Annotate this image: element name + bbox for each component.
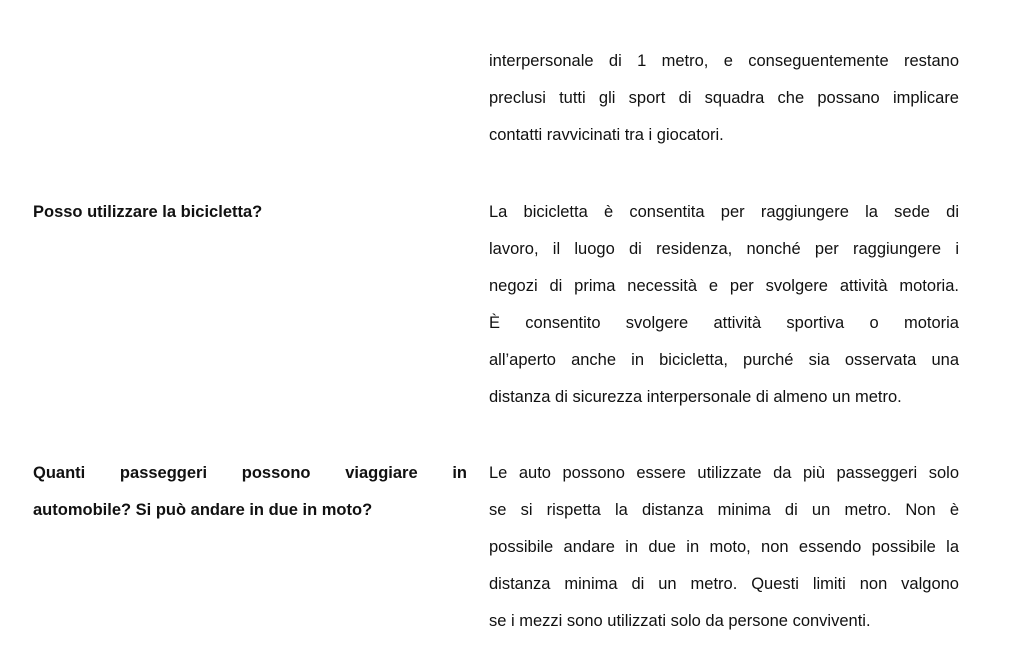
- answer-line: Le auto possono essere utilizzate da più passeggeri solo: [489, 464, 959, 482]
- question-line: automobile? Si può andare in due in moto?: [33, 501, 373, 519]
- faq-question: [33, 455, 467, 529]
- answer-line: se i mezzi sono utilizzati solo da persone conviventi.: [489, 612, 871, 630]
- question-line: Posso utilizzare la bicicletta?: [33, 203, 263, 221]
- answer-line: se si rispetta la distanza minima di un metro. Non è: [489, 501, 959, 519]
- answer-line: lavoro, il luogo di residenza, nonché per raggiungere i: [489, 240, 959, 258]
- faq-answer: [489, 194, 959, 416]
- answer-line: distanza di sicurezza interpersonale di almeno un metro.: [489, 388, 902, 406]
- answer-line: È consentito svolgere attività sportiva o motoria: [489, 314, 959, 332]
- faq-answer: [489, 455, 959, 640]
- answer-line: interpersonale di 1 metro, e conseguentemente restano: [489, 52, 959, 70]
- answer-line: contatti ravvicinati tra i giocatori.: [489, 126, 724, 144]
- answer-line: distanza minima di un metro. Questi limiti non valgono: [489, 575, 959, 593]
- answer-line: La bicicletta è consentita per raggiungere la sede di: [489, 203, 959, 221]
- question-line: Quanti passeggeri possono viaggiare in: [33, 464, 467, 482]
- answer-line: preclusi tutti gli sport di squadra che possano implicare: [489, 89, 959, 107]
- faq-answer: [489, 43, 959, 154]
- faq-question: [33, 194, 467, 231]
- answer-line: negozi di prima necessità e per svolgere attività motoria.: [489, 277, 959, 295]
- answer-line: possibile andare in due in moto, non essendo possibile la: [489, 538, 959, 556]
- answer-line: all’aperto anche in bicicletta, purché sia osservata una: [489, 351, 959, 369]
